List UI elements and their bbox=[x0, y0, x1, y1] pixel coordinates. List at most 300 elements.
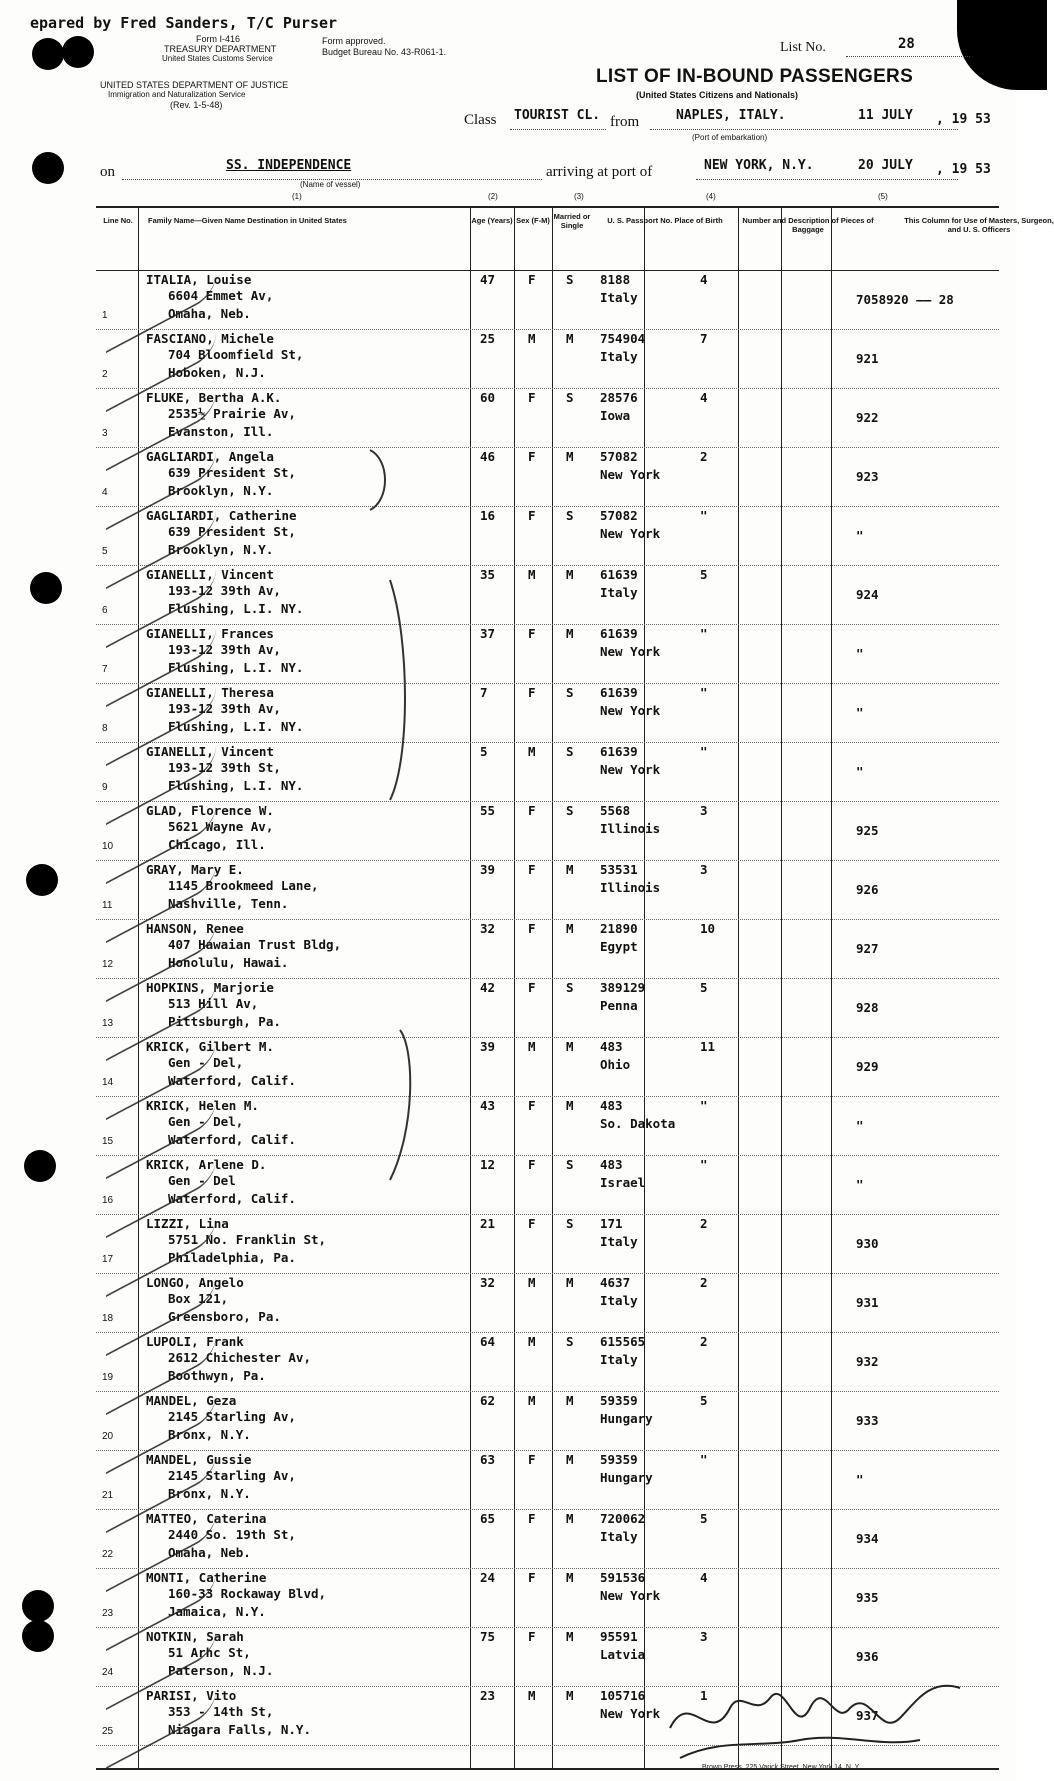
passport-number: 754904 bbox=[600, 331, 646, 346]
baggage-count: 4 bbox=[700, 272, 708, 287]
officer-use: 923 bbox=[856, 469, 879, 484]
sex: F bbox=[528, 626, 536, 641]
baggage-count: 3 bbox=[700, 862, 708, 877]
sex: M bbox=[528, 1334, 536, 1349]
punch-hole bbox=[62, 36, 94, 68]
place-of-birth: Italy bbox=[600, 1234, 638, 1249]
officer-use: 934 bbox=[856, 1531, 879, 1546]
address-line-1: 407 Hawaian Trust Bldg, bbox=[168, 937, 342, 952]
place-of-birth: Illinois bbox=[600, 880, 661, 895]
passport-number: 21890 bbox=[600, 921, 638, 936]
passport-number: 95591 bbox=[600, 1629, 638, 1644]
marital-status: M bbox=[566, 331, 574, 346]
sex: M bbox=[528, 1275, 536, 1290]
marital-status: M bbox=[566, 1275, 574, 1290]
budget-bureau: Budget Bureau No. 43-R061-1. bbox=[322, 47, 447, 57]
table-row bbox=[96, 919, 999, 979]
passport-number: 53531 bbox=[600, 862, 638, 877]
age: 62 bbox=[480, 1393, 496, 1408]
table-row bbox=[96, 801, 999, 861]
table-row bbox=[96, 1214, 999, 1274]
place-of-birth: Illinois bbox=[600, 821, 661, 836]
line-number: 19 bbox=[102, 1372, 114, 1383]
baggage-count: 10 bbox=[700, 921, 716, 936]
passport-number: 4637 bbox=[600, 1275, 631, 1290]
address-line-2: Greensboro, Pa. bbox=[168, 1309, 281, 1324]
class-value: TOURIST CL. bbox=[514, 108, 601, 123]
table-header bbox=[96, 208, 1054, 271]
age: 39 bbox=[480, 862, 496, 877]
line-number: 8 bbox=[102, 723, 108, 734]
passport-number: 59359 bbox=[600, 1393, 638, 1408]
line-number: 25 bbox=[102, 1726, 114, 1737]
address-line-2: Omaha, Neb. bbox=[168, 1545, 251, 1560]
form-number: Form I-416 bbox=[196, 34, 241, 44]
address-line-1: 353 - 14th St, bbox=[168, 1704, 274, 1719]
table-row bbox=[96, 506, 999, 566]
baggage-count: 4 bbox=[700, 1570, 708, 1585]
line-number: 11 bbox=[102, 900, 113, 911]
address-line-2: Philadelphia, Pa. bbox=[168, 1250, 296, 1265]
baggage-count: 5 bbox=[700, 567, 708, 582]
sex: F bbox=[528, 449, 536, 464]
age: 23 bbox=[480, 1688, 496, 1703]
address-line-2: Hoboken, N.J. bbox=[168, 365, 266, 380]
passenger-name: LUPOLI, Frank bbox=[146, 1334, 244, 1349]
passenger-table bbox=[96, 206, 1054, 1770]
passport-number: 105716 bbox=[600, 1688, 646, 1703]
age: 16 bbox=[480, 508, 496, 523]
marital-status: S bbox=[566, 508, 574, 523]
address-line-1: 193-12 39th Av, bbox=[168, 642, 281, 657]
place-of-birth: New York bbox=[600, 526, 661, 541]
col-num-3: (3) bbox=[574, 192, 584, 201]
sex: F bbox=[528, 390, 536, 405]
table-row bbox=[96, 683, 999, 743]
passenger-name: GIANELLI, Vincent bbox=[146, 567, 274, 582]
officer-use: 937 bbox=[856, 1708, 879, 1723]
address-line-2: Honolulu, Hawai. bbox=[168, 955, 289, 970]
baggage-count: 4 bbox=[700, 390, 708, 405]
address-line-2: Waterford, Calif. bbox=[168, 1132, 296, 1147]
baggage-count: 2 bbox=[700, 1334, 708, 1349]
officer-use: " bbox=[856, 764, 864, 779]
form-approved: Form approved. bbox=[322, 36, 386, 46]
address-line-1: 2535½ Prairie Av, bbox=[168, 406, 296, 421]
col-name-header: Family Name—Given Name Destination in United States bbox=[148, 216, 347, 225]
place-of-birth: Hungary bbox=[600, 1411, 653, 1426]
table-row bbox=[96, 742, 999, 802]
place-of-birth: New York bbox=[600, 1706, 661, 1721]
sex: M bbox=[528, 744, 536, 759]
sex: F bbox=[528, 921, 536, 936]
col-num-4: (4) bbox=[706, 192, 716, 201]
marital-status: S bbox=[566, 744, 574, 759]
embarkation-date: 11 JULY bbox=[858, 108, 913, 123]
address-line-1: 639 President St, bbox=[168, 524, 296, 539]
vessel-note: (Name of vessel) bbox=[300, 180, 361, 189]
officer-use: 926 bbox=[856, 882, 879, 897]
punch-hole bbox=[32, 38, 64, 70]
address-line-2: Brooklyn, N.Y. bbox=[168, 483, 274, 498]
address-line-1: Gen - Del, bbox=[168, 1055, 244, 1070]
punch-hole bbox=[22, 1620, 54, 1652]
table-row bbox=[96, 860, 999, 920]
address-line-1: 2612 Chichester Av, bbox=[168, 1350, 311, 1365]
place-of-birth: New York bbox=[600, 1588, 661, 1603]
passenger-name: GRAY, Mary E. bbox=[146, 862, 244, 877]
passenger-name: GIANELLI, Vincent bbox=[146, 744, 274, 759]
embarkation-year: , 19 53 bbox=[936, 112, 991, 127]
marital-status: M bbox=[566, 1570, 574, 1585]
revision: (Rev. 1-5-48) bbox=[170, 100, 223, 110]
passport-number: 483 bbox=[600, 1157, 623, 1172]
passenger-name: LONGO, Angelo bbox=[146, 1275, 244, 1290]
marital-status: M bbox=[566, 449, 574, 464]
passenger-name: NOTKIN, Sarah bbox=[146, 1629, 244, 1644]
place-of-birth: New York bbox=[600, 467, 661, 482]
baggage-count: 5 bbox=[700, 980, 708, 995]
sex: M bbox=[528, 1688, 536, 1703]
address-line-1: Gen - Del bbox=[168, 1173, 236, 1188]
passport-number: 171 bbox=[600, 1216, 623, 1231]
on-label: on bbox=[100, 164, 115, 180]
officer-use: 924 bbox=[856, 587, 879, 602]
baggage-count: 5 bbox=[700, 1393, 708, 1408]
passenger-name: HOPKINS, Marjorie bbox=[146, 980, 274, 995]
bracket-marks bbox=[360, 440, 430, 1200]
ins-service: Immigration and Naturalization Service bbox=[108, 90, 246, 99]
passenger-name: GAGLIARDI, Angela bbox=[146, 449, 274, 464]
col-passport-header: U. S. Passport No. Place of Birth bbox=[607, 216, 723, 225]
age: 37 bbox=[480, 626, 496, 641]
marital-status: M bbox=[566, 1629, 574, 1644]
marital-status: S bbox=[566, 390, 574, 405]
age: 32 bbox=[480, 1275, 496, 1290]
line-number: 4 bbox=[102, 487, 108, 498]
address-line-1: 51 Arhc St, bbox=[168, 1645, 251, 1660]
passenger-name: KRICK, Arlene D. bbox=[146, 1157, 267, 1172]
marital-status: S bbox=[566, 803, 574, 818]
vessel-name: SS. INDEPENDENCE bbox=[226, 158, 352, 173]
place-of-birth: Italy bbox=[600, 349, 638, 364]
line-number: 22 bbox=[102, 1549, 114, 1560]
line-number: 16 bbox=[102, 1195, 114, 1206]
col-num-1: (1) bbox=[292, 192, 302, 201]
table-row bbox=[96, 1450, 999, 1510]
age: 43 bbox=[480, 1098, 496, 1113]
line-number: 17 bbox=[102, 1254, 114, 1265]
address-line-2: Waterford, Calif. bbox=[168, 1191, 296, 1206]
age: 46 bbox=[480, 449, 496, 464]
punch-hole bbox=[30, 572, 62, 604]
age: 32 bbox=[480, 921, 496, 936]
punch-hole bbox=[32, 152, 64, 184]
officer-use: " bbox=[856, 1177, 864, 1192]
address-line-2: Brooklyn, N.Y. bbox=[168, 542, 274, 557]
address-line-2: Jamaica, N.Y. bbox=[168, 1604, 266, 1619]
sex: F bbox=[528, 1157, 536, 1172]
baggage-count: 2 bbox=[700, 1216, 708, 1231]
address-line-2: Niagara Falls, N.Y. bbox=[168, 1722, 311, 1737]
passport-number: 483 bbox=[600, 1039, 623, 1054]
table-row bbox=[96, 1155, 999, 1215]
line-number: 2 bbox=[102, 369, 108, 380]
age: 25 bbox=[480, 331, 496, 346]
address-line-1: 6604 Emmet Av, bbox=[168, 288, 274, 303]
address-line-2: Pittsburgh, Pa. bbox=[168, 1014, 281, 1029]
table-row bbox=[96, 270, 999, 330]
address-line-1: 2145 Starling Av, bbox=[168, 1468, 296, 1483]
line-number: 3 bbox=[102, 428, 108, 439]
passenger-name: KRICK, Helen M. bbox=[146, 1098, 259, 1113]
col-num-5: (5) bbox=[878, 192, 888, 201]
col-line-header: Line No. bbox=[103, 216, 133, 225]
passenger-name: GLAD, Florence W. bbox=[146, 803, 274, 818]
place-of-birth: New York bbox=[600, 762, 661, 777]
place-of-birth: Italy bbox=[600, 1293, 638, 1308]
place-of-birth: New York bbox=[600, 703, 661, 718]
address-line-1: 193-12 39th Av, bbox=[168, 583, 281, 598]
sex: M bbox=[528, 1039, 536, 1054]
officer-use: 7058920 —— 28 bbox=[856, 292, 954, 307]
baggage-count: 2 bbox=[700, 449, 708, 464]
age: 60 bbox=[480, 390, 496, 405]
marital-status: S bbox=[566, 685, 574, 700]
address-line-1: 193-12 39th Av, bbox=[168, 701, 281, 716]
sex: F bbox=[528, 1098, 536, 1113]
passenger-name: GAGLIARDI, Catherine bbox=[146, 508, 297, 523]
officer-use: 922 bbox=[856, 410, 879, 425]
officer-use: 929 bbox=[856, 1059, 879, 1074]
marital-status: S bbox=[566, 1157, 574, 1172]
table-row bbox=[96, 388, 999, 448]
age: 5 bbox=[480, 744, 488, 759]
address-line-1: 5621 Wayne Av, bbox=[168, 819, 274, 834]
sex: F bbox=[528, 1570, 536, 1585]
passenger-name: MONTI, Catherine bbox=[146, 1570, 267, 1585]
passport-number: 5568 bbox=[600, 803, 631, 818]
baggage-count: " bbox=[700, 626, 708, 641]
baggage-count: " bbox=[700, 744, 708, 759]
place-of-birth: Penna bbox=[600, 998, 638, 1013]
address-line-2: Flushing, L.I. NY. bbox=[168, 660, 304, 675]
passenger-name: KRICK, Gilbert M. bbox=[146, 1039, 274, 1054]
officer-use: 935 bbox=[856, 1590, 879, 1605]
sex: F bbox=[528, 862, 536, 877]
passport-number: 720062 bbox=[600, 1511, 646, 1526]
col-officers-header: This Column for Use of Masters, Surgeon, and U. S. Officers bbox=[904, 216, 1054, 234]
address-line-2: Nashville, Tenn. bbox=[168, 896, 289, 911]
passenger-name: LIZZI, Lina bbox=[146, 1216, 229, 1231]
line-number: 24 bbox=[102, 1667, 114, 1678]
place-of-birth: Italy bbox=[600, 290, 638, 305]
passenger-name: MATTEO, Caterina bbox=[146, 1511, 267, 1526]
officer-use: 933 bbox=[856, 1413, 879, 1428]
table-row bbox=[96, 1273, 999, 1333]
passenger-name: PARISI, Vito bbox=[146, 1688, 237, 1703]
customs-service: United States Customs Service bbox=[162, 54, 273, 63]
officer-use: " bbox=[856, 528, 864, 543]
age: 7 bbox=[480, 685, 488, 700]
place-of-birth: Hungary bbox=[600, 1470, 653, 1485]
place-of-birth: So. Dakota bbox=[600, 1116, 676, 1131]
place-of-birth: Italy bbox=[600, 1352, 638, 1367]
port-embarkation-note: (Port of embarkation) bbox=[692, 133, 768, 142]
officer-use: 927 bbox=[856, 941, 879, 956]
sex: F bbox=[528, 1511, 536, 1526]
form-title: LIST OF IN-BOUND PASSENGERS bbox=[596, 66, 914, 87]
line-number: 9 bbox=[102, 782, 108, 793]
passenger-name: ITALIA, Louise bbox=[146, 272, 252, 287]
baggage-count: 5 bbox=[700, 1511, 708, 1526]
col-baggage-header: Number and Description of Pieces of Baggage bbox=[742, 216, 874, 234]
line-number: 7 bbox=[102, 664, 108, 675]
age: 42 bbox=[480, 980, 496, 995]
passport-number: 61639 bbox=[600, 685, 638, 700]
place-of-birth: Israel bbox=[600, 1175, 646, 1190]
sex: M bbox=[528, 331, 536, 346]
place-of-birth: Iowa bbox=[600, 408, 631, 423]
passport-number: 389129 bbox=[600, 980, 646, 995]
baggage-count: 7 bbox=[700, 331, 708, 346]
passport-number: 59359 bbox=[600, 1452, 638, 1467]
marital-status: S bbox=[566, 1334, 574, 1349]
officer-use: 928 bbox=[856, 1000, 879, 1015]
table-row bbox=[96, 1096, 999, 1156]
age: 65 bbox=[480, 1511, 496, 1526]
passenger-name: MANDEL, Geza bbox=[146, 1393, 237, 1408]
marital-status: M bbox=[566, 1393, 574, 1408]
line-number: 10 bbox=[102, 841, 114, 852]
baggage-count: 3 bbox=[700, 803, 708, 818]
address-line-1: 5751 No. Franklin St, bbox=[168, 1232, 327, 1247]
class-label: Class bbox=[464, 112, 497, 128]
passport-number: 28576 bbox=[600, 390, 638, 405]
address-line-2: Boothwyn, Pa. bbox=[168, 1368, 266, 1383]
address-line-2: Bronx, N.Y. bbox=[168, 1486, 251, 1501]
sex: F bbox=[528, 508, 536, 523]
age: 64 bbox=[480, 1334, 496, 1349]
marital-status: M bbox=[566, 626, 574, 641]
age: 35 bbox=[480, 567, 496, 582]
marital-status: M bbox=[566, 567, 574, 582]
sex: F bbox=[528, 272, 536, 287]
address-line-1: 704 Bloomfield St, bbox=[168, 347, 304, 362]
prepared-by: epared by Fred Sanders, T/C Purser bbox=[30, 14, 338, 32]
officer-use: 925 bbox=[856, 823, 879, 838]
baggage-count: " bbox=[700, 508, 708, 523]
form-subtitle: (United States Citizens and Nationals) bbox=[636, 90, 799, 100]
baggage-count: " bbox=[700, 685, 708, 700]
arrival-date: 20 JULY bbox=[858, 158, 913, 173]
punch-hole bbox=[26, 864, 58, 896]
address-line-1: Gen - Del, bbox=[168, 1114, 244, 1129]
punch-hole bbox=[22, 1590, 54, 1622]
table-row bbox=[96, 329, 999, 389]
baggage-count: 2 bbox=[700, 1275, 708, 1290]
sex: M bbox=[528, 567, 536, 582]
arrival-port: NEW YORK, N.Y. bbox=[704, 158, 814, 173]
marital-status: M bbox=[566, 1688, 574, 1703]
sex: M bbox=[528, 1393, 536, 1408]
sex: F bbox=[528, 980, 536, 995]
line-number: 13 bbox=[102, 1018, 114, 1029]
sex: F bbox=[528, 1629, 536, 1644]
marital-status: S bbox=[566, 1216, 574, 1231]
baggage-count: 3 bbox=[700, 1629, 708, 1644]
passport-number: 615565 bbox=[600, 1334, 646, 1349]
table-row bbox=[96, 1509, 999, 1569]
address-line-2: Evanston, Ill. bbox=[168, 424, 274, 439]
address-line-1: 513 Hill Av, bbox=[168, 996, 259, 1011]
address-line-1: 1145 Brookmeed Lane, bbox=[168, 878, 319, 893]
col-sex-header: Sex (F-M) bbox=[516, 216, 550, 225]
address-line-2: Flushing, L.I. NY. bbox=[168, 601, 304, 616]
passport-number: 61639 bbox=[600, 567, 638, 582]
passport-number: 591536 bbox=[600, 1570, 646, 1585]
age: 55 bbox=[480, 803, 496, 818]
col-married-header: Married or Single bbox=[553, 212, 591, 230]
marital-status: S bbox=[566, 272, 574, 287]
officer-use: 932 bbox=[856, 1354, 879, 1369]
place-of-birth: New York bbox=[600, 644, 661, 659]
address-line-2: Chicago, Ill. bbox=[168, 837, 266, 852]
address-line-1: 2440 So. 19th St, bbox=[168, 1527, 296, 1542]
marital-status: M bbox=[566, 921, 574, 936]
place-of-birth: Latvia bbox=[600, 1647, 646, 1662]
sex: F bbox=[528, 1452, 536, 1467]
line-number: 18 bbox=[102, 1313, 114, 1324]
baggage-count: " bbox=[700, 1157, 708, 1172]
address-line-2: Waterford, Calif. bbox=[168, 1073, 296, 1088]
age: 75 bbox=[480, 1629, 496, 1644]
table-row bbox=[96, 565, 999, 625]
officer-use: 930 bbox=[856, 1236, 879, 1251]
passenger-name: GIANELLI, Frances bbox=[146, 626, 274, 641]
address-line-1: Box 121, bbox=[168, 1291, 229, 1306]
address-line-1: 160-33 Rockaway Blvd, bbox=[168, 1586, 327, 1601]
table-row bbox=[96, 624, 999, 684]
officer-use: " bbox=[856, 1472, 864, 1487]
baggage-count: " bbox=[700, 1452, 708, 1467]
line-number: 6 bbox=[102, 605, 108, 616]
address-line-2: Paterson, N.J. bbox=[168, 1663, 274, 1678]
address-line-2: Bronx, N.Y. bbox=[168, 1427, 251, 1442]
line-number: 1 bbox=[102, 310, 108, 321]
address-line-1: 639 President St, bbox=[168, 465, 296, 480]
age: 63 bbox=[480, 1452, 496, 1467]
table-row bbox=[96, 978, 999, 1038]
justice-dept: UNITED STATES DEPARTMENT OF JUSTICE bbox=[100, 80, 289, 90]
sex: F bbox=[528, 803, 536, 818]
line-number: 5 bbox=[102, 546, 108, 557]
passenger-name: GIANELLI, Theresa bbox=[146, 685, 274, 700]
age: 47 bbox=[480, 272, 496, 287]
table-row bbox=[96, 1391, 999, 1451]
handwritten-signature bbox=[660, 1648, 1000, 1768]
place-of-birth: Italy bbox=[600, 1529, 638, 1544]
line-number: 21 bbox=[102, 1490, 114, 1501]
place-of-birth: Italy bbox=[600, 585, 638, 600]
line-number: 23 bbox=[102, 1608, 114, 1619]
treasury-dept: TREASURY DEPARTMENT bbox=[164, 44, 277, 54]
passport-number: 61639 bbox=[600, 626, 638, 641]
passport-number: 8188 bbox=[600, 272, 631, 287]
passenger-name: FLUKE, Bertha A.K. bbox=[146, 390, 282, 405]
officer-use: 921 bbox=[856, 351, 879, 366]
sex: F bbox=[528, 1216, 536, 1231]
